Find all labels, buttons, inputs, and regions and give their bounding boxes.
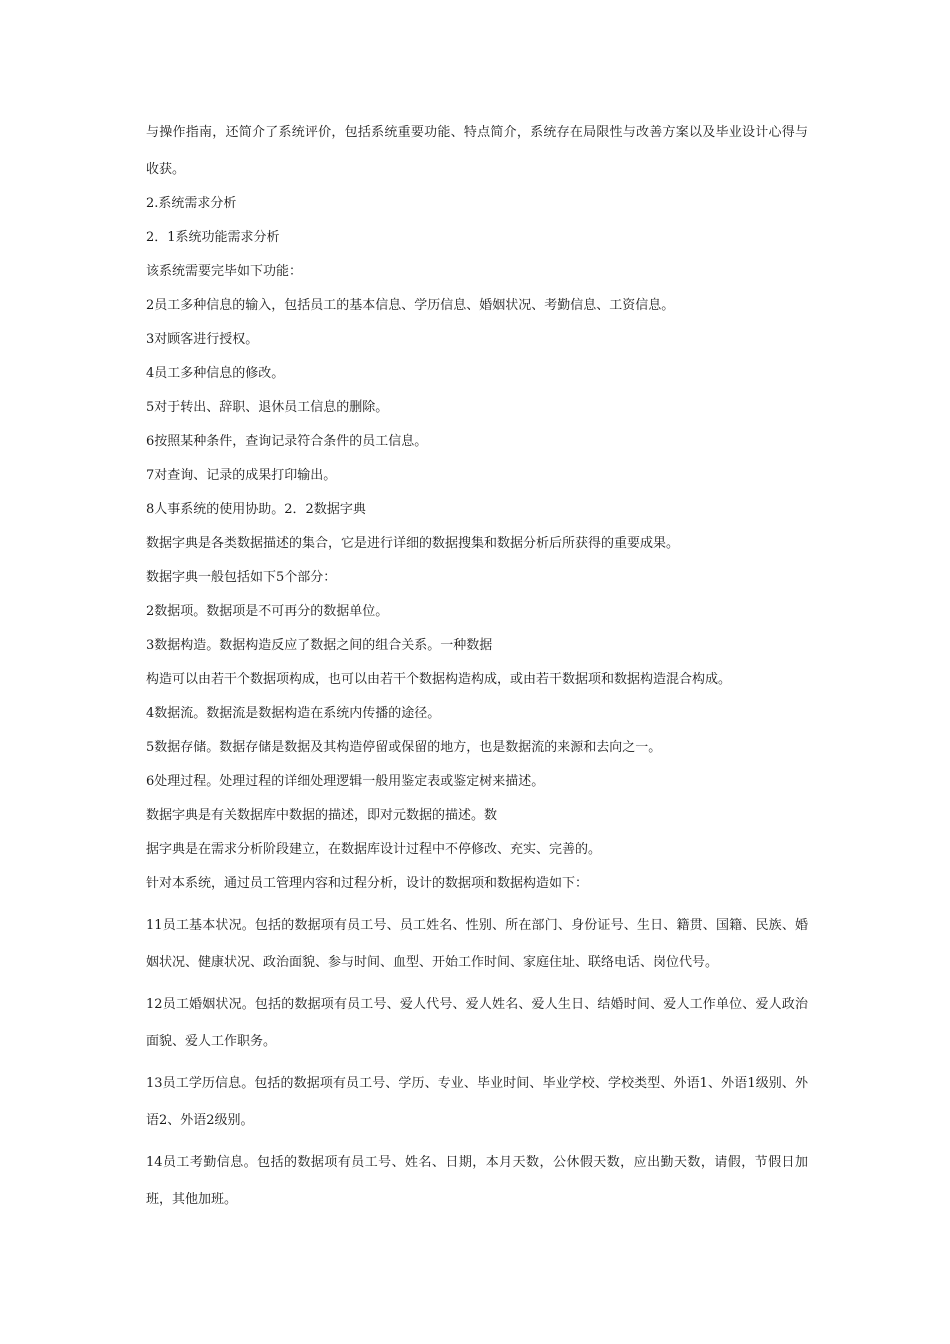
list-item-data-item: 2数据项。数据项是不可再分的数据单位。 xyxy=(146,604,389,619)
paragraph-data-structure-continuation: 构造可以由若干个数据项构成，也可以由若干个数据构造构成，或由若干数据项和数据构造混合构成。 xyxy=(146,672,732,687)
list-item-function-6: 6按照某种条件，查询记录符合条件的员工信息。 xyxy=(146,434,428,449)
paragraph-system-design-intro: 针对本系统，通过员工管理内容和过程分析，设计的数据项和数据构造如下： xyxy=(146,876,589,891)
list-item-employee-attendance: 14员工考勤信息。包括的数据项有员工号、姓名、日期，本月天数，公休假天数，应出勤天数，请假，节假日加班，其他加班。 xyxy=(146,1155,808,1207)
list-item-function-5: 5对于转出、辞职、退休员工信息的删除。 xyxy=(146,400,389,415)
list-item-function-4: 4员工多种信息的修改。 xyxy=(146,366,285,381)
list-item-employee-basic: 11员工基本状况。包括的数据项有员工号、员工姓名、性别、所在部门、身份证号、生日、籍贯、国籍、民族、婚姻状况、健康状况、政治面貌、参与时间、血型、开始工作时间、家庭住址、联络电话、岗位代号。 xyxy=(146,918,808,970)
list-item-data-storage: 5数据存储。数据存储是数据及其构造停留或保留的地方，也是数据流的来源和去向之一。 xyxy=(146,740,662,755)
list-item-function-3: 3对顾客进行授权。 xyxy=(146,332,259,347)
list-item-data-structure: 3数据构造。数据构造反应了数据之间的组合关系。一种数据 xyxy=(146,638,493,653)
paragraph-metadata-continuation: 据字典是在需求分析阶段建立，在数据库设计过程中不停修改、充实、完善的。 xyxy=(146,842,602,857)
list-item-function-8: 8人事系统的使用协助。2．2数据字典 xyxy=(146,502,366,517)
paragraph-metadata-description: 数据字典是有关数据库中数据的描述，即对元数据的描述。数 xyxy=(146,808,498,823)
list-item-function-7: 7对查询、记录的成果打印输出。 xyxy=(146,468,337,483)
list-item-function-2: 2员工多种信息的输入，包括员工的基本信息、学历信息、婚姻状况、考勤信息、工资信息。 xyxy=(146,298,675,313)
paragraph-functions-intro: 该系统需要完毕如下功能： xyxy=(146,264,303,279)
paragraph-intro-continuation: 与操作指南，还简介了系统评价，包括系统重要功能、特点简介，系统存在局限性与改善方案以及毕业设计心得与收获。 xyxy=(146,125,808,177)
list-item-employee-marriage: 12员工婚姻状况。包括的数据项有员工号、爱人代号、爱人姓名、爱人生日、结婚时间、爱人工作单位、爱人政治面貌、爱人工作职务。 xyxy=(146,997,808,1049)
list-item-processing: 6处理过程。处理过程的详细处理逻辑一般用鉴定表或鉴定树来描述。 xyxy=(146,774,545,789)
subsection-heading-functional: 2．1系统功能需求分析 xyxy=(146,230,280,245)
section-heading-requirements: 2.系统需求分析 xyxy=(146,196,237,211)
paragraph-data-dictionary-parts: 数据字典一般包括如下5个部分： xyxy=(146,570,337,585)
list-item-employee-education: 13员工学历信息。包括的数据项有员工号、学历、专业、毕业时间、毕业学校、学校类型、外语1、外语1级别、外语2、外语2级别。 xyxy=(146,1076,808,1128)
list-item-data-flow: 4数据流。数据流是数据构造在系统内传播的途径。 xyxy=(146,706,441,721)
paragraph-data-dictionary-definition: 数据字典是各类数据描述的集合，它是进行详细的数据搜集和数据分析后所获得的重要成果。 xyxy=(146,536,680,551)
document-body xyxy=(146,122,808,1223)
